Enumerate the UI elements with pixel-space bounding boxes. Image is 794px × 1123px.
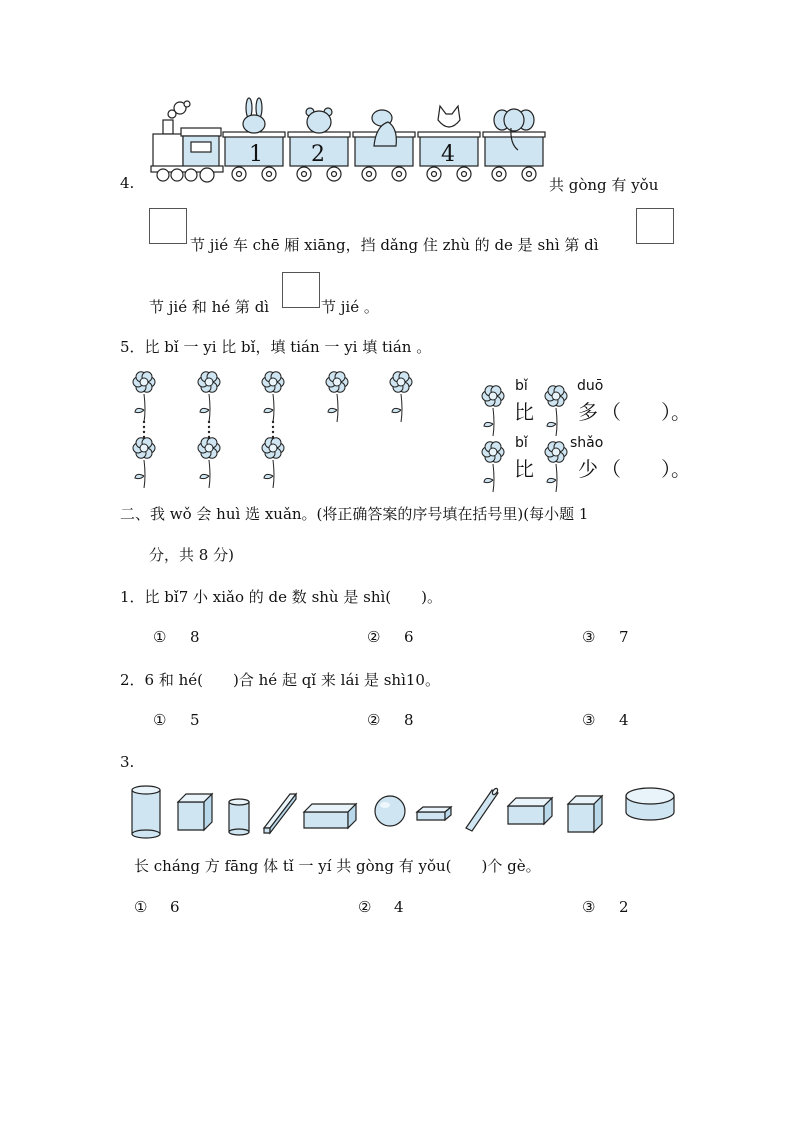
flower-icon	[482, 386, 504, 436]
mc-question-1: 1．比 bǐ7 小 xiǎo 的 de 数 shù 是 shì( )。	[120, 588, 442, 606]
option-value: 4	[619, 711, 629, 729]
option-mark[interactable]: ①	[134, 898, 148, 916]
flower-icon	[482, 442, 504, 492]
option-value: 6	[170, 898, 180, 916]
mc-question-3-stem: 长 cháng 方 fāng 体 tǐ 一 yí 共 gòng 有 yǒu( )个 gè。	[134, 857, 541, 875]
cube-icon	[568, 796, 602, 832]
q4-line3-head: 节 jié 和 hé 第 dì	[149, 298, 270, 316]
bird-icon	[372, 110, 396, 146]
train-car	[223, 98, 285, 181]
flower-comparison-figure	[120, 370, 440, 490]
sphere-icon	[375, 796, 405, 826]
mc-question-2: 2．6 和 hé( )合 hé 起 qǐ 来 lái 是 shì10。	[120, 671, 440, 689]
bi-pinyin: bǐ	[515, 378, 528, 394]
bear-icon	[306, 108, 332, 133]
mc-question-3: 3.	[120, 753, 135, 771]
flower-icon	[478, 438, 508, 488]
flower-icon	[390, 372, 412, 422]
cylinder-icon	[229, 799, 249, 835]
option-value: 2	[619, 898, 629, 916]
bi-char: 比	[514, 457, 534, 481]
flower-icon	[541, 438, 571, 488]
flower-icon	[198, 372, 220, 422]
car-number: 1	[249, 142, 263, 167]
question-number: 4.	[120, 174, 135, 192]
section-2-heading-cont: 分，共 8 分)	[149, 546, 234, 564]
train-illustration	[145, 98, 550, 186]
cuboid-icon	[417, 807, 451, 820]
option-mark[interactable]: ①	[153, 711, 167, 729]
option-value: 8	[404, 711, 414, 729]
option-value: 6	[404, 628, 414, 646]
option-value: 7	[619, 628, 629, 646]
q4-line3-tail: 节 jié 。	[321, 298, 379, 316]
locomotive-icon	[151, 101, 223, 172]
cat-icon	[438, 106, 460, 127]
car-number: 2	[311, 142, 325, 167]
solid-shapes-figure	[128, 782, 680, 840]
flower-icon	[262, 438, 284, 488]
flower-icon	[133, 372, 155, 422]
option-mark[interactable]: ②	[367, 711, 381, 729]
shao-pinyin: shǎo	[570, 435, 604, 451]
flower-icon	[478, 382, 508, 432]
option-mark[interactable]: ②	[367, 628, 381, 646]
bi-pinyin: bǐ	[515, 435, 528, 451]
answer-blank-less[interactable]: （ ）。	[601, 457, 691, 481]
flower-icon	[133, 438, 155, 488]
cylinder-icon	[626, 788, 674, 820]
answer-blank-more[interactable]: （ ）。	[601, 400, 691, 424]
option-mark[interactable]: ③	[582, 711, 596, 729]
q5-title: 5．比 bǐ 一 yi 比 bǐ，填 tián 一 yi 填 tián 。	[120, 338, 432, 356]
flower-icon	[198, 438, 220, 488]
cuboid-icon	[508, 798, 552, 824]
cylinder-icon	[132, 786, 160, 838]
q4-line1-tail: 共 gòng 有 yǒu	[549, 176, 659, 194]
rod-icon	[264, 794, 296, 833]
answer-box-hidden-2[interactable]	[282, 272, 320, 308]
cuboid-icon	[304, 804, 356, 828]
option-value: 4	[394, 898, 404, 916]
shao-char: 少	[578, 457, 598, 481]
flower-icon	[545, 386, 567, 436]
option-mark[interactable]: ③	[582, 898, 596, 916]
train-car	[353, 110, 415, 181]
duo-char: 多	[578, 400, 598, 424]
option-mark[interactable]: ②	[358, 898, 372, 916]
flower-icon	[262, 372, 284, 422]
cube-icon	[178, 794, 212, 830]
option-value: 5	[190, 711, 200, 729]
flower-icon	[545, 442, 567, 492]
q4-line2: 节 jié 车 chē 厢 xiāng，挡 dǎng 住 zhù 的 de 是 shì 第 dì	[190, 236, 599, 254]
bi-char: 比	[514, 400, 534, 424]
section-2-heading: 二、我 wǒ 会 huì 选 xuǎn。(将正确答案的序号填在括号里)(每小题 1	[120, 505, 589, 523]
car-number: 4	[441, 142, 455, 167]
rabbit-icon	[243, 98, 265, 133]
option-mark[interactable]: ①	[153, 628, 167, 646]
flower-icon	[541, 382, 571, 432]
answer-box-total[interactable]	[149, 208, 187, 244]
duo-pinyin: duō	[577, 378, 604, 394]
option-mark[interactable]: ③	[582, 628, 596, 646]
train-car	[483, 109, 545, 181]
option-value: 8	[190, 628, 200, 646]
rod-icon	[466, 787, 499, 831]
flower-icon	[326, 372, 348, 422]
answer-box-hidden-1[interactable]	[636, 208, 674, 244]
